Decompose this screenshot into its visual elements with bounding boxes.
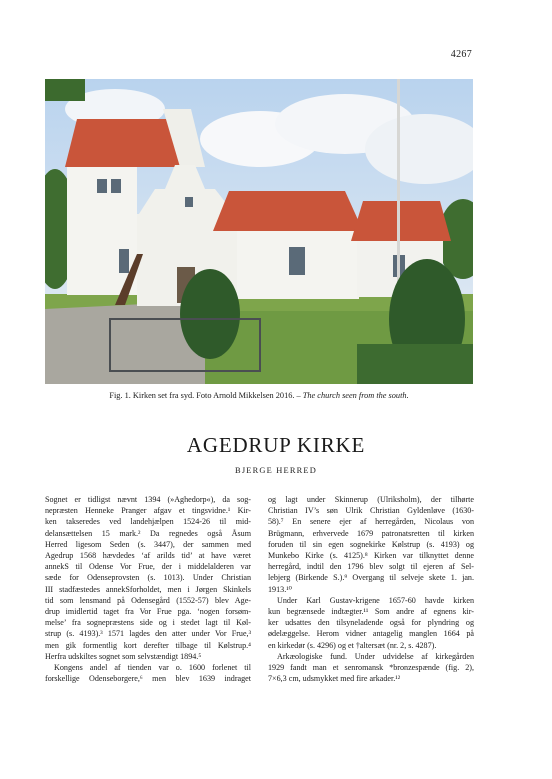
chapter-title: AGEDRUP KIRKE <box>186 433 366 457</box>
caption-end: . <box>406 391 409 400</box>
text-line: sæde for Odenseprovsten (s. 1013). Under Christian <box>45 573 251 583</box>
text-line: melse’ fra sognepræstens side og i stedet lagt til Køl- <box>45 618 251 628</box>
text-line: Under Karl Gustav-krigene 1657-60 havde kirken <box>277 595 474 605</box>
text-column-left <box>45 494 251 684</box>
text-line: tid som lensmand på Odensegård (1552-57) blev Age- <box>45 595 251 605</box>
caption-english: The church seen from the south <box>302 391 407 400</box>
text-line: 1929 fandt man et senromansk *bronzespænde (fig. 2), <box>268 663 474 673</box>
text-line: Sognet er tidligst nævnt 1394 (»Aghedorp«), da sog- <box>45 495 251 504</box>
text-line: Christian IV’s søn Ulrik Christian Gyldenløve (1630- <box>268 506 474 516</box>
church-photo <box>45 79 473 384</box>
text-line: kun begrænsede indtægter.¹¹ Som andre af egnens kir- <box>268 607 474 617</box>
text-line: og lagt under Skinnerup (Ulriksholm), der tilhørte <box>268 495 474 504</box>
text-line: men gik formentlig kort derefter tilbage til Kølstrup.⁴ <box>45 640 251 650</box>
text-line: Herfra udskiltes sognet som selvstændigt 1894.⁵ <box>45 651 202 661</box>
text-line: lebjerg (Birkende S.).⁹ Overgang til selveje skete 1. jan. <box>268 573 474 583</box>
caption-main: Fig. 1. Kirken set fra syd. Foto Arnold Mikkelsen 2016. – <box>109 391 301 400</box>
text-line: delansættelsen 15 mark.² Da regnedes også Åsum <box>45 528 251 538</box>
text-line: Herred ligesom Seden (s. 3447), der sammen med <box>45 539 251 549</box>
text-line: en kirkedør (s. 4296) og et †altersæt (nr. 2, s. 4287). <box>268 640 437 650</box>
text-line: annekS til Odense Vor Frue, der i middelalderen var <box>45 562 251 572</box>
text-line: Kongens andel af tienden var o. 1600 forlenet til <box>54 663 251 673</box>
chapter-subtitle: BJERGE HERRED <box>235 466 317 475</box>
text-line: Munkebo Kirke (s. 4125).⁸ Kirken var tilknyttet denne <box>268 551 474 561</box>
page-number: 4267 <box>450 49 472 60</box>
text-line: ken takseredes ved landehjælpen 1524-26 til mid- <box>45 517 251 527</box>
text-line: ker udsattes den tilsyneladende også for plyndring og <box>268 618 474 628</box>
text-column-right <box>268 494 474 684</box>
text-line: forskellige Odenseborgere,⁶ men blev 1639 indraget <box>45 674 251 684</box>
text-line: ødelæggelse. Herom vidner antagelig manglen 1664 på <box>268 629 474 639</box>
text-line: Agedrup 1568 hævdedes ‘af arilds tid’ at have været <box>45 551 251 561</box>
text-line: 1913.¹⁰ <box>268 584 292 594</box>
text-line: drup imidlertid taget fra Vor Frue pga. ‘nogen forsøm- <box>45 607 251 617</box>
figure-caption <box>45 391 473 400</box>
text-line: foruden til sin egen sognekirke Kølstrup (s. 4193) og <box>268 539 474 549</box>
text-line: nepræsten Henneke Pranger afgav et tingsvidne.¹ Kir- <box>45 506 251 516</box>
text-line: Arkæologiske fund. Under udvidelse af kirkegården <box>277 651 474 661</box>
text-line: strup (s. 4193).³ 1571 lagdes den atter under Vor Frue,³ <box>45 629 251 639</box>
text-line: herregård, indtil den 1796 blev solgt til ejeren af Sel- <box>268 562 474 572</box>
text-line: III stadfæstedes annekSforholdet, men i Jørgen Skinkels <box>45 584 251 594</box>
text-line: 58).⁷ En senere ejer af herregården, Nicolaus von <box>268 517 474 527</box>
text-line: 7×6,3 cm, udsmykket med fire arkader.¹² <box>268 674 401 684</box>
text-line: Brügmann, erhvervede 1679 patronatsretten til kirken <box>268 528 474 538</box>
